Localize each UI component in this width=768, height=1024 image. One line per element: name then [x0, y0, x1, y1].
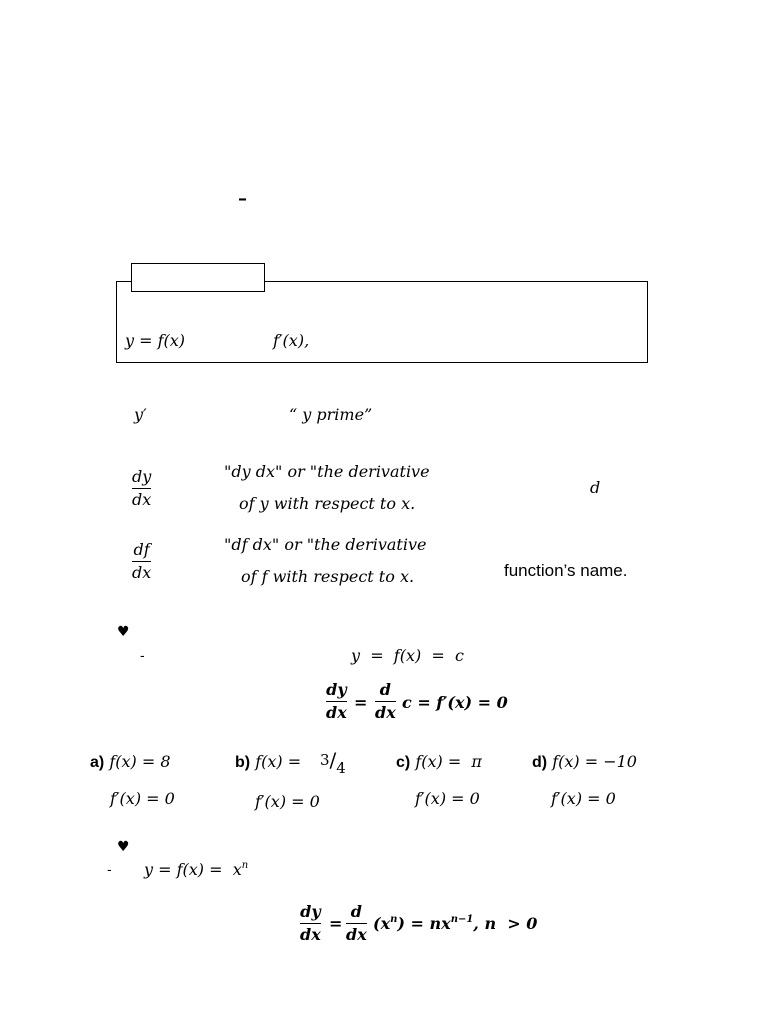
example-c-result: f′(x) = 0: [415, 789, 480, 808]
rule2-statement: [144, 860, 248, 879]
notation-dydx-note: d: [590, 478, 601, 497]
statement-base: y = f(x) = x: [144, 860, 242, 879]
example-label: a): [90, 754, 105, 771]
definition-box: [116, 281, 648, 363]
notation-y-prime-reading: “ y prime”: [289, 405, 373, 424]
rule2-formula-tail: [373, 914, 537, 933]
notation-dfdx-reading-line1: "df dx" or "the derivative: [224, 535, 427, 554]
notation-dfdx-note: function’s name.: [504, 561, 628, 580]
fraction-denominator: dx: [326, 703, 347, 722]
rule1-statement: y = f(x) = c: [351, 646, 464, 665]
fraction-denominator: dx: [132, 563, 152, 582]
example-label: c): [396, 754, 411, 771]
statement-exponent: n: [241, 860, 249, 871]
example-expr: f(x) = π: [415, 752, 482, 771]
rule1-formula-ddx: [375, 680, 396, 723]
notation-dfdx-reading-line2: of f with respect to x.: [241, 567, 415, 586]
example-b-result: f′(x) = 0: [255, 792, 320, 811]
formula-mid-exponent: n: [390, 914, 398, 925]
rule2-formula-ddx: [346, 902, 367, 945]
fraction-denominator: dx: [346, 925, 367, 944]
rule2-dash: -: [107, 861, 112, 877]
notation-y-prime-symbol: y′: [134, 405, 147, 424]
notation-dydx-fraction: [132, 467, 151, 510]
fraction-denominator: dx: [300, 925, 321, 944]
rule2-formula-equals: =: [329, 914, 343, 933]
example-b: [235, 752, 306, 772]
fraction-numerator: d: [379, 680, 391, 699]
example-expr: f(x) = 8: [109, 752, 171, 771]
formula-exponent: n−1: [450, 914, 474, 925]
definition-eq-function: y = f(x): [125, 331, 186, 350]
example-expr: f(x) = −10: [552, 752, 637, 771]
fraction-numerator: df: [133, 540, 150, 559]
example-a: [90, 752, 171, 772]
formula-tail: , n > 0: [473, 914, 538, 933]
notation-dydx-reading-line2: of y with respect to x.: [239, 494, 416, 513]
rule1-bullet-icon: ♥: [117, 624, 130, 640]
example-expr: f(x) =: [255, 752, 307, 771]
fraction-numerator: dy: [326, 680, 347, 699]
rule1-formula-tail: c = f′(x) = 0: [402, 693, 508, 712]
header-dash: –: [238, 188, 247, 209]
fraction-denominator: dx: [132, 490, 152, 509]
definition-box-tab: [131, 263, 265, 292]
notation-dydx-reading-line1: "dy dx" or "the derivative: [224, 462, 430, 481]
fraction-bar: [300, 923, 321, 924]
notation-dfdx-fraction: [132, 540, 151, 583]
fraction-bar: [346, 923, 367, 924]
fraction-bar: [132, 488, 151, 489]
fraction-numerator: 3: [320, 751, 330, 769]
fraction-bar: [132, 561, 151, 562]
rule2-bullet-icon: ♥: [117, 839, 130, 855]
formula-mid-close: ) = nx: [397, 914, 451, 933]
fraction-numerator: dy: [300, 902, 321, 921]
fraction-denominator: 4: [336, 759, 346, 777]
example-a-result: f′(x) = 0: [110, 789, 175, 808]
fraction-bar: [375, 701, 396, 702]
rule2-formula-dydx: [300, 902, 321, 945]
rule1-formula-equals: =: [354, 693, 368, 712]
fraction-numerator: d: [350, 902, 362, 921]
formula-mid-base: (x: [373, 914, 391, 933]
fraction-bar: [326, 701, 347, 702]
example-label: d): [532, 754, 548, 771]
definition-eq-derivative: f′(x),: [273, 331, 310, 350]
rule1-formula-dydx: [326, 680, 347, 723]
example-d: [532, 752, 637, 772]
example-b-fraction: 3/4: [320, 748, 346, 777]
fraction-denominator: dx: [375, 703, 396, 722]
rule1-dash: -: [140, 647, 145, 663]
example-label: b): [235, 754, 251, 771]
example-c: [396, 752, 482, 772]
example-d-result: f′(x) = 0: [551, 789, 616, 808]
fraction-numerator: dy: [132, 467, 152, 486]
